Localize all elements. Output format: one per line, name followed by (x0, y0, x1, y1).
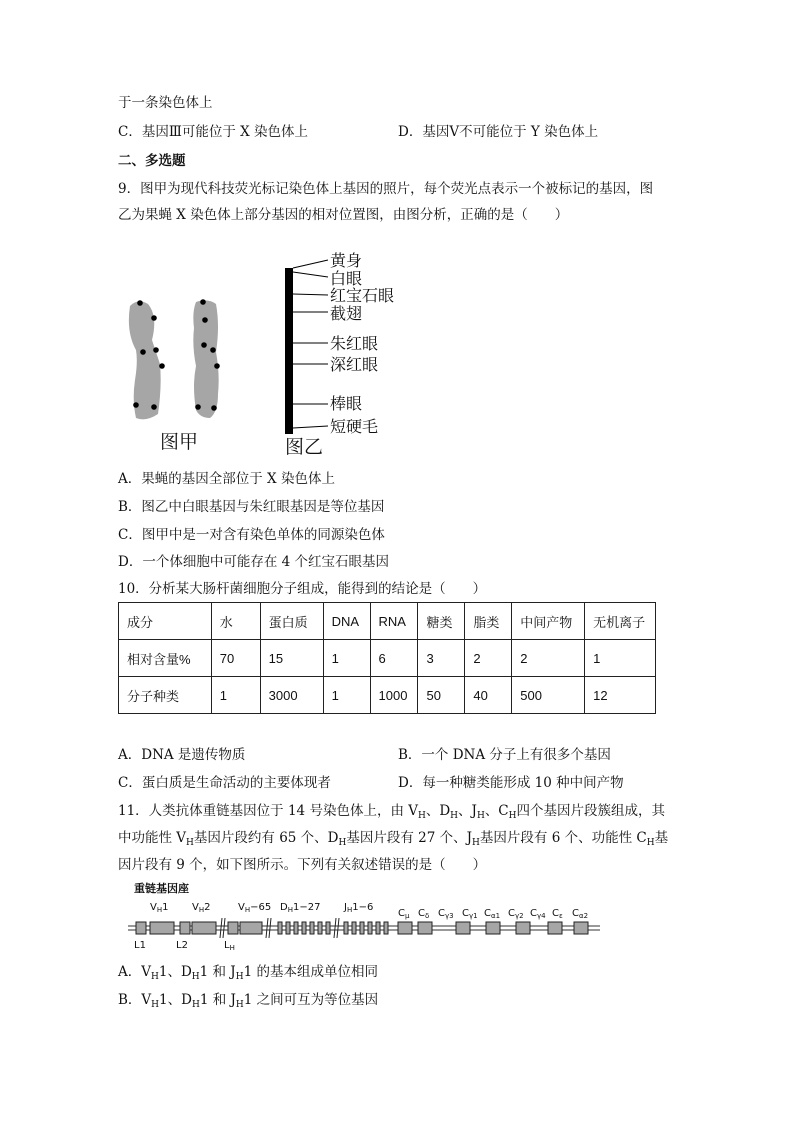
gene-marker-lines (293, 260, 328, 428)
table-cell: 500 (512, 677, 585, 714)
table-cell: 3 (418, 640, 465, 677)
q9-option-b: B．图乙中白眼基因与朱红眼基因是等位基因 (118, 499, 385, 515)
gene-label-carmine-eye: 深红眼 (330, 355, 379, 374)
table-cell: 1000 (370, 677, 418, 714)
table-header-cell: 蛋白质 (260, 603, 323, 640)
q9-option-a: A．果蝇的基因全部位于 X 染色体上 (118, 471, 335, 487)
table-header-cell: 无机离子 (585, 603, 656, 640)
q10-stem: 10．分析某大肠杆菌细胞分子组成，能得到的结论是（ ） (118, 581, 487, 597)
q11-option-a: A．$V_H1$、$D_H1$ 和 $J_H1$ 的基本组成单位相同 (118, 964, 378, 982)
table-cell: 1 (585, 640, 656, 677)
q9-option-d: D．一个体细胞中可能存在 4 个红宝石眼基因 (118, 554, 389, 570)
q10-option-b: B．一个 DNA 分子上有很多个基因 (398, 747, 611, 763)
table-cell: 40 (465, 677, 512, 714)
table-cell: 2 (512, 640, 585, 677)
gene-segments (136, 922, 588, 934)
c-a2-label: $C_{\alpha 2}$ (572, 908, 589, 920)
l1-label: L1 (134, 940, 146, 951)
dh-label: $D_H1-27$ (280, 902, 321, 914)
c-a1-label: $C_{\alpha 1}$ (484, 908, 501, 920)
table-row (119, 677, 656, 714)
lh-label: $L_H$ (224, 940, 235, 952)
table-cell: 15 (260, 640, 323, 677)
table-header-cell: 糖类 (418, 603, 465, 640)
c-eps-label: $C_\varepsilon$ (552, 908, 563, 920)
figure-b-caption: 图乙 (285, 436, 324, 458)
table-cell: 1 (323, 677, 370, 714)
table-header-cell: RNA (370, 603, 418, 640)
c-g4-label: $C_{\gamma 4}$ (530, 908, 546, 920)
table-cell: 50 (418, 677, 465, 714)
l2-label: L2 (176, 940, 188, 951)
q9-stem-line1: 9．图甲为现代科技荧光标记染色体上基因的照片，每个荧光点表示一个被标记的基因，图 (118, 181, 654, 197)
table-cell: 1 (323, 640, 370, 677)
prev-option-d: D．基因Ⅴ不可能位于 Y 染色体上 (398, 124, 599, 140)
gene-label-white-eye: 白眼 (330, 269, 363, 288)
q11-option-b: B．$V_H1$、$D_H1$ 和 $J_H1$ 之间可互为等位基因 (118, 992, 379, 1010)
c-mu-label: $C_\mu$ (398, 908, 410, 920)
jh-label: $J_H1-6$ (344, 902, 374, 914)
q10-option-d: D．每一种糖类能形成 10 种中间产物 (398, 775, 624, 791)
c-g2-label: $C_{\gamma 2}$ (508, 908, 524, 920)
c-delta-label: $C_\delta$ (418, 908, 430, 920)
vh65-label: $V_H-65$ (238, 902, 272, 914)
prev-option-c: C．基因Ⅲ可能位于 X 染色体上 (118, 124, 309, 140)
q9-option-c: C．图甲中是一对含有染色单体的同源染色体 (118, 527, 385, 543)
c-g3-label: $C_{\gamma 3}$ (438, 908, 454, 920)
table-cell: 1 (211, 677, 260, 714)
gene-label-cut-wing: 截翅 (330, 304, 363, 323)
c-g1-label: $C_{\gamma 1}$ (462, 908, 478, 920)
table-header-cell: 中间产物 (512, 603, 585, 640)
vh1-label: $V_H1$ (150, 902, 169, 914)
table-cell: 12 (585, 677, 656, 714)
table-cell: 70 (211, 640, 260, 677)
table-header-row (119, 603, 656, 640)
table-header-cell: 成分 (119, 603, 212, 640)
table-cell: 6 (370, 640, 418, 677)
gene-label-yellow-body: 黄身 (330, 251, 363, 270)
table-cell: 相对含量% (119, 640, 212, 677)
table-cell: 分子种类 (119, 677, 212, 714)
table-header-cell: 脂类 (465, 603, 512, 640)
heavy-chain-locus-figure (128, 880, 608, 952)
section-title: 二、多选题 (118, 153, 186, 169)
figure-a-caption: 图甲 (160, 431, 199, 453)
gene-label-short-bristle: 短硬毛 (330, 417, 379, 436)
composition-table (118, 602, 656, 714)
gene-label-bar-eye: 棒眼 (330, 394, 363, 413)
q10-option-c: C．蛋白质是生命活动的主要体现者 (118, 775, 331, 791)
figure-b-gene-map (276, 250, 436, 460)
q10-option-a: A．DNA 是遗传物质 (118, 747, 246, 763)
gene-label-vermilion-eye: 朱红眼 (330, 334, 379, 353)
figure-a-chromosomes (118, 290, 238, 455)
q11-stem-line1: 11．人类抗体重链基因位于 14 号染色体上，由 $V_H$、$D_H$、$J_H$、$C_H$四个基因片段簇组成，其 (118, 803, 666, 821)
q11-stem-line3: 因片段有 9 个，如下图所示。下列有关叙述错误的是（ ） (118, 857, 487, 873)
prev-question-tail: 于一条染色体上 (118, 95, 213, 111)
gene-label-ruby-eye: 红宝石眼 (330, 286, 395, 305)
x-chromosome-bar (285, 268, 293, 434)
locus-title: 重链基因座 (134, 882, 189, 895)
q11-stem-l1-a: 11．人类抗体重链基因位于 14 号染色体上，由 V (118, 803, 418, 819)
vh2-label: $V_H2$ (192, 902, 211, 914)
q11-stem-line2: 中功能性 $V_H$基因片段约有 65 个、$D_H$基因片段有 27 个、$J_H$基因片段有 6 个、功能性 $C_H$基 (118, 830, 669, 848)
q9-stem-line2: 乙为果蝇 X 染色体上部分基因的相对位置图，由图分析，正确的是（ ） (118, 207, 569, 223)
table-row (119, 640, 656, 677)
table-header-cell: 水 (211, 603, 260, 640)
table-header-cell: DNA (323, 603, 370, 640)
table-cell: 3000 (260, 677, 323, 714)
table-cell: 2 (465, 640, 512, 677)
